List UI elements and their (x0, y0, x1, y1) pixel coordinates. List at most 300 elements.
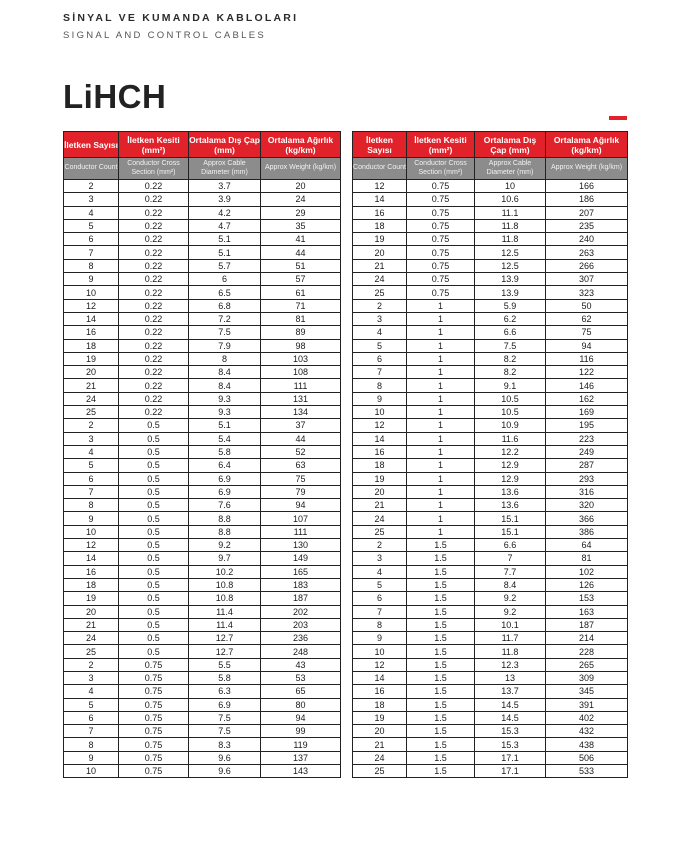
table-row (64, 499, 341, 512)
cell-weight: 64 (546, 539, 628, 552)
cell-weight: 57 (261, 273, 341, 286)
table-row (353, 578, 628, 591)
cell-cross-section: 1.5 (407, 711, 475, 724)
cell-cross-section: 0.22 (119, 326, 189, 339)
cell-diameter: 14.5 (475, 698, 546, 711)
cell-conductor-count: 6 (64, 233, 119, 246)
cell-weight: 81 (261, 312, 341, 325)
cell-weight: 65 (261, 685, 341, 698)
cell-conductor-count: 18 (353, 219, 407, 232)
col-header-diameter-tr: Ortalama Dış Çap (mm) (189, 132, 261, 158)
col-header-count-en: Conductor Count (64, 158, 119, 180)
table-row (353, 339, 628, 352)
header-row-en (353, 158, 628, 180)
section-header-tr: SİNYAL VE KUMANDA KABLOLARI (63, 12, 299, 24)
table-row (353, 286, 628, 299)
cell-cross-section: 0.5 (119, 605, 189, 618)
cell-diameter: 9.2 (475, 605, 546, 618)
cell-conductor-count: 12 (353, 658, 407, 671)
cell-conductor-count: 24 (353, 273, 407, 286)
cell-diameter: 5.7 (189, 259, 261, 272)
cell-cross-section: 1.5 (407, 698, 475, 711)
cell-conductor-count: 18 (64, 339, 119, 352)
table-body-right (353, 180, 628, 778)
cell-conductor-count: 16 (353, 206, 407, 219)
cell-diameter: 11.4 (189, 605, 261, 618)
cell-weight: 432 (546, 725, 628, 738)
cell-diameter: 7.2 (189, 312, 261, 325)
cell-cross-section: 0.5 (119, 645, 189, 658)
header-row-en (64, 158, 341, 180)
cell-weight: 187 (546, 618, 628, 631)
table-row (353, 499, 628, 512)
cell-diameter: 13.9 (475, 273, 546, 286)
table-row (353, 525, 628, 538)
table-row (64, 299, 341, 312)
table-row (64, 180, 341, 193)
cell-cross-section: 0.22 (119, 233, 189, 246)
cell-diameter: 9.6 (189, 751, 261, 764)
cell-cross-section: 0.5 (119, 459, 189, 472)
cell-diameter: 7.5 (475, 339, 546, 352)
cell-weight: 94 (261, 499, 341, 512)
table-row (64, 406, 341, 419)
cell-cross-section: 0.5 (119, 432, 189, 445)
cell-weight: 111 (261, 525, 341, 538)
cell-conductor-count: 8 (353, 379, 407, 392)
cell-conductor-count: 20 (353, 246, 407, 259)
cell-diameter: 12.7 (189, 645, 261, 658)
cell-weight: 79 (261, 485, 341, 498)
cell-weight: 103 (261, 352, 341, 365)
table-row (64, 645, 341, 658)
cell-conductor-count: 10 (64, 525, 119, 538)
cell-diameter: 11.6 (475, 432, 546, 445)
table-row (353, 206, 628, 219)
product-title: LiHCH (63, 78, 167, 115)
cell-conductor-count: 24 (64, 392, 119, 405)
cell-conductor-count: 9 (353, 392, 407, 405)
cell-weight: 80 (261, 698, 341, 711)
cell-diameter: 9.2 (189, 539, 261, 552)
cell-conductor-count: 18 (64, 578, 119, 591)
table-row (353, 711, 628, 724)
cell-conductor-count: 14 (64, 312, 119, 325)
cell-cross-section: 1.5 (407, 738, 475, 751)
cell-cross-section: 0.75 (407, 246, 475, 259)
cell-cross-section: 1.5 (407, 765, 475, 778)
table-row (353, 406, 628, 419)
table-row (64, 605, 341, 618)
table-row (64, 725, 341, 738)
cell-cross-section: 1 (407, 472, 475, 485)
cell-diameter: 10.8 (189, 578, 261, 591)
table-row (64, 273, 341, 286)
cell-conductor-count: 19 (353, 472, 407, 485)
cell-diameter: 10.6 (475, 193, 546, 206)
cell-cross-section: 1 (407, 499, 475, 512)
cell-weight: 203 (261, 618, 341, 631)
cell-conductor-count: 5 (353, 339, 407, 352)
cell-weight: 345 (546, 685, 628, 698)
cell-cross-section: 0.5 (119, 472, 189, 485)
cell-weight: 366 (546, 512, 628, 525)
cell-diameter: 7.5 (189, 326, 261, 339)
cell-diameter: 8.8 (189, 525, 261, 538)
cell-diameter: 13.6 (475, 485, 546, 498)
cell-conductor-count: 21 (64, 379, 119, 392)
table-row (353, 445, 628, 458)
cell-diameter: 4.7 (189, 219, 261, 232)
table-row (64, 366, 341, 379)
cell-conductor-count: 6 (64, 472, 119, 485)
cell-conductor-count: 10 (353, 406, 407, 419)
cell-conductor-count: 24 (353, 751, 407, 764)
cell-weight: 506 (546, 751, 628, 764)
cell-cross-section: 0.75 (119, 751, 189, 764)
cell-diameter: 5.9 (475, 299, 546, 312)
cell-conductor-count: 6 (64, 711, 119, 724)
cell-diameter: 6.3 (189, 685, 261, 698)
cell-cross-section: 0.75 (407, 193, 475, 206)
table-row (353, 658, 628, 671)
cell-cross-section: 1 (407, 379, 475, 392)
cell-diameter: 7.9 (189, 339, 261, 352)
cell-cross-section: 0.22 (119, 366, 189, 379)
cell-cross-section: 1 (407, 445, 475, 458)
cell-conductor-count: 20 (64, 605, 119, 618)
table-row (64, 472, 341, 485)
cell-cross-section: 1 (407, 366, 475, 379)
cell-conductor-count: 24 (64, 632, 119, 645)
cell-diameter: 13 (475, 671, 546, 684)
cell-cross-section: 0.75 (119, 711, 189, 724)
cell-cross-section: 0.22 (119, 180, 189, 193)
cell-cross-section: 1 (407, 299, 475, 312)
cell-weight: 107 (261, 512, 341, 525)
cell-diameter: 15.3 (475, 738, 546, 751)
table-row (64, 632, 341, 645)
cell-cross-section: 1.5 (407, 671, 475, 684)
cable-spec-table-right (352, 131, 628, 778)
cell-cross-section: 1 (407, 525, 475, 538)
cell-cross-section: 0.75 (119, 698, 189, 711)
table-row (64, 539, 341, 552)
col-header-weight-tr: Ortalama Ağırlık (kg/km) (546, 132, 628, 158)
cell-cross-section: 0.22 (119, 339, 189, 352)
cell-cross-section: 0.5 (119, 565, 189, 578)
cell-conductor-count: 7 (64, 725, 119, 738)
col-header-count-tr: İletken Sayısı (64, 132, 119, 158)
cell-diameter: 3.9 (189, 193, 261, 206)
cell-conductor-count: 7 (353, 366, 407, 379)
cell-weight: 402 (546, 711, 628, 724)
cell-cross-section: 0.22 (119, 193, 189, 206)
cell-diameter: 6.4 (189, 459, 261, 472)
cell-diameter: 6.6 (475, 539, 546, 552)
cell-cross-section: 0.22 (119, 299, 189, 312)
cell-weight: 44 (261, 432, 341, 445)
cell-diameter: 12.3 (475, 658, 546, 671)
cell-weight: 214 (546, 632, 628, 645)
cell-conductor-count: 12 (64, 299, 119, 312)
cell-cross-section: 0.75 (119, 765, 189, 778)
table-row (353, 552, 628, 565)
cell-weight: 89 (261, 326, 341, 339)
cell-weight: 61 (261, 286, 341, 299)
cell-diameter: 12.9 (475, 459, 546, 472)
cell-diameter: 6.9 (189, 472, 261, 485)
cell-cross-section: 0.22 (119, 312, 189, 325)
cell-conductor-count: 7 (64, 485, 119, 498)
cell-weight: 52 (261, 445, 341, 458)
cell-diameter: 13.7 (475, 685, 546, 698)
cell-conductor-count: 12 (353, 419, 407, 432)
cell-weight: 94 (546, 339, 628, 352)
cell-weight: 146 (546, 379, 628, 392)
cell-weight: 162 (546, 392, 628, 405)
col-header-count-en: Conductor Count (353, 158, 407, 180)
cell-cross-section: 1.5 (407, 552, 475, 565)
cell-weight: 323 (546, 286, 628, 299)
table-row (353, 592, 628, 605)
table-row (64, 379, 341, 392)
cell-cross-section: 1 (407, 352, 475, 365)
cell-conductor-count: 8 (353, 618, 407, 631)
table-row (353, 352, 628, 365)
col-header-section-en: Conductor Cross Section (mm²) (119, 158, 189, 180)
table-row (64, 326, 341, 339)
cell-cross-section: 1 (407, 339, 475, 352)
cell-weight: 207 (546, 206, 628, 219)
cell-weight: 63 (261, 459, 341, 472)
table-row (64, 738, 341, 751)
cell-weight: 108 (261, 366, 341, 379)
cell-diameter: 13.9 (475, 286, 546, 299)
cell-cross-section: 0.5 (119, 445, 189, 458)
table-row (64, 206, 341, 219)
cell-weight: 75 (261, 472, 341, 485)
cell-weight: 187 (261, 592, 341, 605)
cell-weight: 119 (261, 738, 341, 751)
cell-diameter: 3.7 (189, 180, 261, 193)
cell-weight: 50 (546, 299, 628, 312)
col-header-weight-en: Approx Weight (kg/km) (546, 158, 628, 180)
cell-diameter: 11.1 (475, 206, 546, 219)
cell-conductor-count: 10 (353, 645, 407, 658)
cell-diameter: 6.8 (189, 299, 261, 312)
cell-conductor-count: 2 (353, 539, 407, 552)
cell-diameter: 8.8 (189, 512, 261, 525)
cell-cross-section: 0.22 (119, 286, 189, 299)
cell-diameter: 15.1 (475, 525, 546, 538)
table-row (353, 725, 628, 738)
col-header-diameter-en: Approx Cable Diameter (mm) (189, 158, 261, 180)
cell-weight: 153 (546, 592, 628, 605)
cell-conductor-count: 18 (353, 459, 407, 472)
cell-conductor-count: 8 (64, 499, 119, 512)
table-row (64, 698, 341, 711)
table-row (353, 379, 628, 392)
cell-conductor-count: 4 (353, 565, 407, 578)
cell-weight: 287 (546, 459, 628, 472)
table-row (64, 246, 341, 259)
cell-diameter: 9.3 (189, 406, 261, 419)
table-row (353, 326, 628, 339)
cell-conductor-count: 12 (64, 539, 119, 552)
table-row (64, 339, 341, 352)
cell-diameter: 7.5 (189, 725, 261, 738)
cell-weight: 43 (261, 658, 341, 671)
cell-weight: 53 (261, 671, 341, 684)
cell-diameter: 10 (475, 180, 546, 193)
cell-cross-section: 0.5 (119, 552, 189, 565)
cell-conductor-count: 9 (64, 273, 119, 286)
cell-cross-section: 0.5 (119, 419, 189, 432)
cell-diameter: 5.1 (189, 246, 261, 259)
table-row (353, 366, 628, 379)
cell-conductor-count: 21 (353, 738, 407, 751)
cell-diameter: 14.5 (475, 711, 546, 724)
cell-weight: 223 (546, 432, 628, 445)
cell-cross-section: 0.75 (407, 180, 475, 193)
cell-cross-section: 1 (407, 419, 475, 432)
cell-conductor-count: 9 (64, 512, 119, 525)
cell-weight: 195 (546, 419, 628, 432)
cell-weight: 35 (261, 219, 341, 232)
table-body-left (64, 180, 341, 778)
cell-cross-section: 1.5 (407, 578, 475, 591)
cell-conductor-count: 19 (353, 711, 407, 724)
cell-conductor-count: 5 (353, 578, 407, 591)
cell-cross-section: 0.5 (119, 539, 189, 552)
table-row (353, 765, 628, 778)
cell-diameter: 5.8 (189, 445, 261, 458)
cell-diameter: 9.3 (189, 392, 261, 405)
cell-conductor-count: 12 (353, 180, 407, 193)
table-row (64, 685, 341, 698)
cell-cross-section: 1.5 (407, 632, 475, 645)
cable-spec-table-left (63, 131, 341, 778)
cell-diameter: 12.5 (475, 259, 546, 272)
cell-diameter: 10.2 (189, 565, 261, 578)
cell-cross-section: 1.5 (407, 539, 475, 552)
cell-weight: 309 (546, 671, 628, 684)
cell-weight: 149 (261, 552, 341, 565)
cell-weight: 75 (546, 326, 628, 339)
cell-cross-section: 0.22 (119, 392, 189, 405)
table-row (353, 565, 628, 578)
cell-diameter: 6.9 (189, 698, 261, 711)
table-row (353, 259, 628, 272)
cell-cross-section: 1.5 (407, 685, 475, 698)
cell-conductor-count: 25 (353, 525, 407, 538)
cell-conductor-count: 24 (353, 512, 407, 525)
cell-diameter: 4.2 (189, 206, 261, 219)
table-row (64, 233, 341, 246)
table-row (64, 658, 341, 671)
table-row (353, 312, 628, 325)
cell-weight: 116 (546, 352, 628, 365)
cell-diameter: 9.2 (475, 592, 546, 605)
cell-diameter: 5.1 (189, 233, 261, 246)
cell-diameter: 11.7 (475, 632, 546, 645)
table-row (64, 671, 341, 684)
table-row (353, 233, 628, 246)
cell-conductor-count: 25 (353, 765, 407, 778)
cell-diameter: 12.5 (475, 246, 546, 259)
table-row (353, 472, 628, 485)
cell-cross-section: 0.75 (119, 658, 189, 671)
cell-conductor-count: 9 (64, 751, 119, 764)
cell-cross-section: 0.5 (119, 485, 189, 498)
cell-weight: 111 (261, 379, 341, 392)
cell-cross-section: 0.22 (119, 352, 189, 365)
table-row (64, 432, 341, 445)
cell-diameter: 6.9 (189, 485, 261, 498)
table-row (64, 193, 341, 206)
table-row (64, 459, 341, 472)
cell-cross-section: 1.5 (407, 605, 475, 618)
cell-conductor-count: 4 (64, 206, 119, 219)
cell-weight: 37 (261, 419, 341, 432)
header-row-tr (64, 132, 341, 158)
cell-cross-section: 0.75 (407, 206, 475, 219)
cell-cross-section: 0.75 (119, 738, 189, 751)
cell-diameter: 12.2 (475, 445, 546, 458)
cell-diameter: 11.8 (475, 233, 546, 246)
cell-diameter: 8 (189, 352, 261, 365)
cell-weight: 263 (546, 246, 628, 259)
cell-cross-section: 1.5 (407, 645, 475, 658)
cell-cross-section: 0.75 (119, 671, 189, 684)
table-row (353, 459, 628, 472)
cell-weight: 186 (546, 193, 628, 206)
cell-diameter: 13.6 (475, 499, 546, 512)
cell-conductor-count: 2 (64, 658, 119, 671)
cell-weight: 29 (261, 206, 341, 219)
table-row (353, 419, 628, 432)
table-row (353, 751, 628, 764)
cell-conductor-count: 25 (64, 406, 119, 419)
cell-cross-section: 0.22 (119, 259, 189, 272)
cell-conductor-count: 20 (64, 366, 119, 379)
cell-weight: 62 (546, 312, 628, 325)
cell-conductor-count: 3 (64, 193, 119, 206)
table-row (64, 751, 341, 764)
cell-cross-section: 0.75 (407, 259, 475, 272)
cell-diameter: 5.5 (189, 658, 261, 671)
cell-weight: 134 (261, 406, 341, 419)
cell-weight: 163 (546, 605, 628, 618)
col-header-section-tr: İletken Kesiti (mm²) (119, 132, 189, 158)
cell-conductor-count: 4 (353, 326, 407, 339)
cell-diameter: 6 (189, 273, 261, 286)
cell-diameter: 8.4 (189, 379, 261, 392)
cell-cross-section: 0.5 (119, 578, 189, 591)
table-row (353, 698, 628, 711)
cell-conductor-count: 5 (64, 698, 119, 711)
cell-weight: 386 (546, 525, 628, 538)
cell-conductor-count: 25 (353, 286, 407, 299)
table-row (353, 618, 628, 631)
cell-diameter: 11.8 (475, 219, 546, 232)
cell-weight: 320 (546, 499, 628, 512)
table-row (353, 299, 628, 312)
table-row (353, 685, 628, 698)
table-row (353, 738, 628, 751)
table-row (353, 605, 628, 618)
